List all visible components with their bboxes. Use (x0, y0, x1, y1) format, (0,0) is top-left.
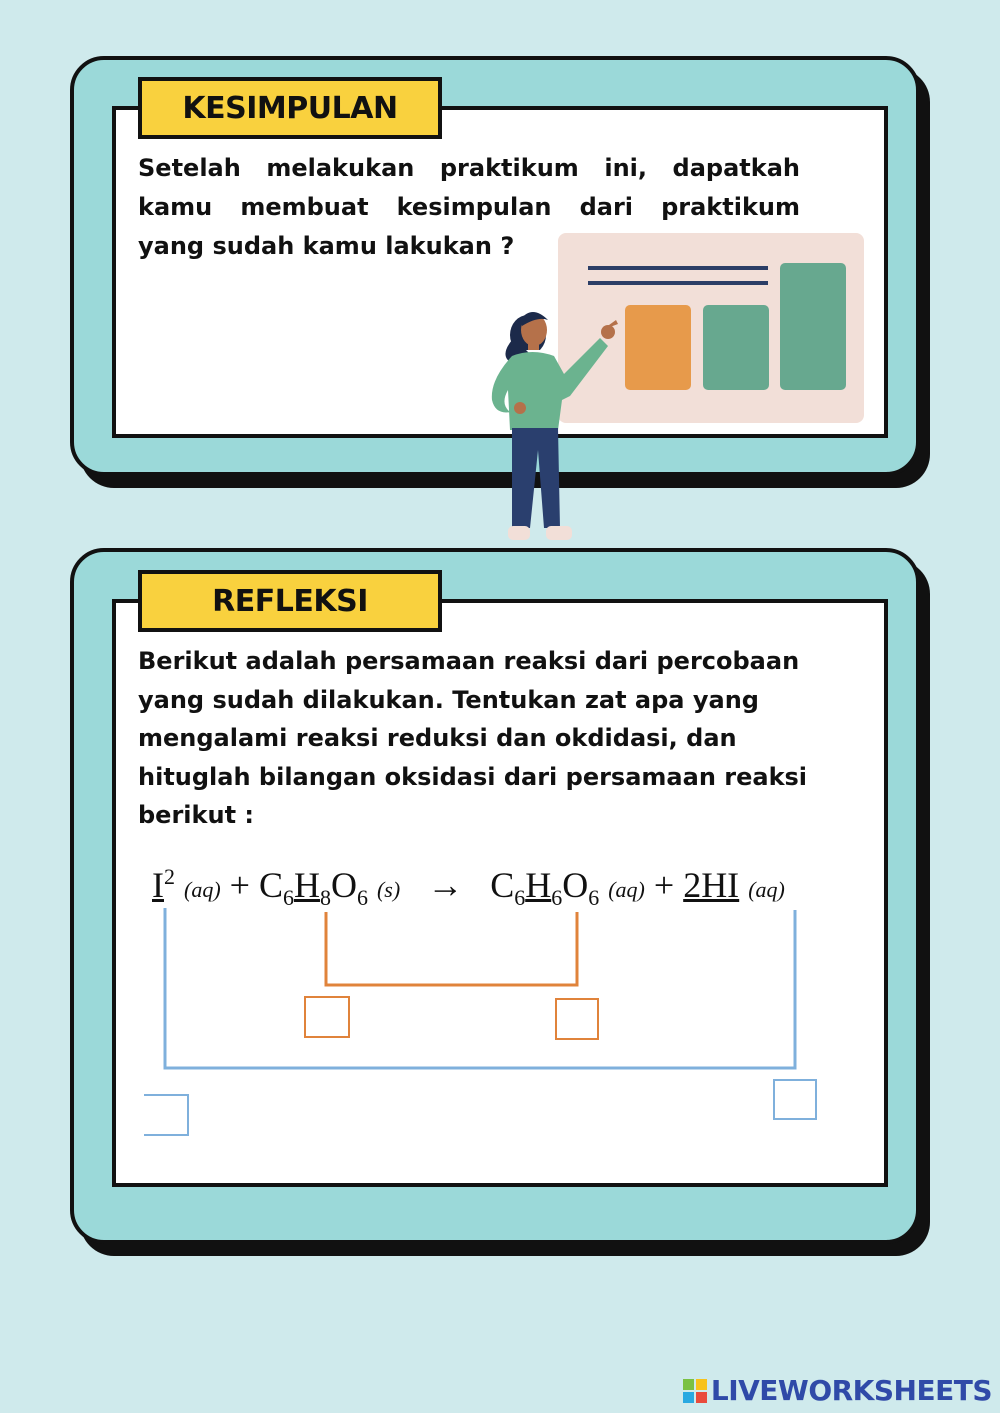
refleksi-line-5: berikut : (138, 801, 254, 829)
refleksi-line-4: hituglah bilangan oksidasi dari persamaan reaksi (138, 763, 808, 791)
liveworksheets-logo-icon (683, 1379, 707, 1403)
answer-box-h-product[interactable] (555, 998, 599, 1040)
refleksi-line-3: mengalami reaksi reduksi dan okdidasi, dan (138, 724, 737, 752)
answer-box-iodine-reactant[interactable] (144, 1094, 189, 1136)
product-hydrogen-iodide: 2HI (683, 865, 740, 905)
answer-box-h-reactant[interactable] (304, 996, 350, 1038)
refleksi-line-1: Berikut adalah persamaan reaksi dari percobaan (138, 647, 800, 675)
orange-connector (326, 912, 577, 985)
refleksi-line-2: yang sudah dilakukan. Tentukan zat apa yang (138, 686, 759, 714)
refleksi-tag: REFLEKSI (138, 570, 442, 632)
kesimpulan-line-3: yang sudah kamu lakukan ? (138, 232, 515, 260)
reactant-iodine: $I^2$ (152, 864, 175, 905)
reaction-equation: $I^2$ $(aq) + C_6H_8O_6$ $(s) \to C_6H_6O_6$ (aq) + 2HI (aq) (152, 864, 785, 911)
reactant-ascorbic-acid: $C_6H_8O_6$ (258, 865, 368, 911)
answer-box-iodine-product[interactable] (773, 1079, 817, 1120)
kesimpulan-tag: KESIMPULAN (138, 77, 442, 139)
kesimpulan-line-1: Setelah melakukan praktikum ini, dapatkah (138, 154, 800, 182)
product-dehydroascorbic-acid: $C_6H_6O_6$ (490, 865, 600, 911)
liveworksheets-wordmark: LIVEWORKSHEETS (710, 1374, 992, 1407)
blue-connector (165, 908, 795, 1068)
kesimpulan-line-2: kamu membuat kesimpulan dari praktikum (138, 193, 800, 221)
liveworksheets-brand (683, 1374, 992, 1407)
